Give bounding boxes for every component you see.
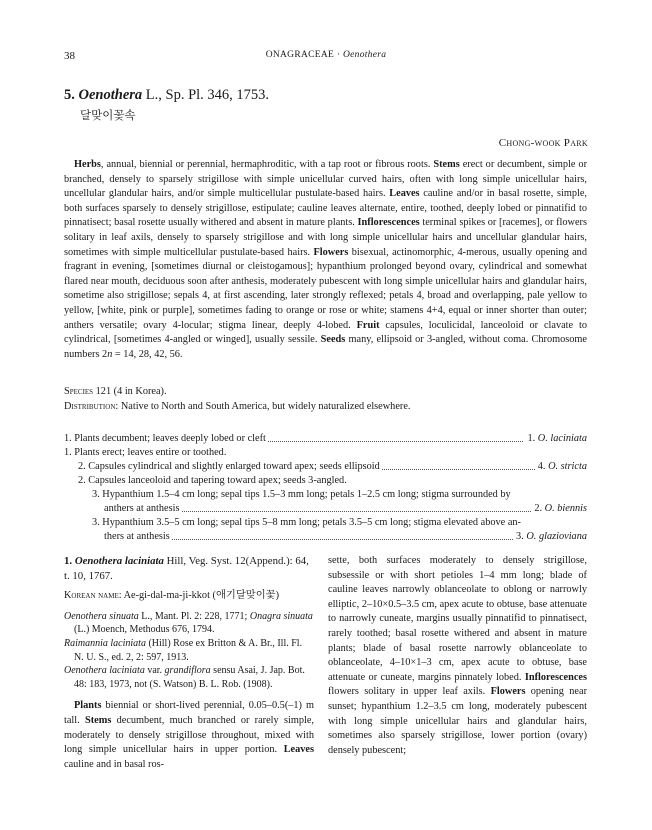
genus-heading: [64, 87, 269, 104]
key-result-name: O. laciniata: [537, 433, 587, 444]
synonym-text: (L.) Moench, Methodus 676, 1794.: [74, 624, 215, 636]
synonym: [64, 637, 314, 664]
distribution-line: [64, 400, 410, 415]
chromosome-n: n: [107, 348, 113, 360]
genus-korean-name: 달맞이꽃속: [80, 108, 136, 122]
synonym: [64, 610, 314, 637]
key-line: [64, 488, 587, 502]
page-number: 38: [64, 50, 75, 62]
synonymy: [64, 610, 314, 692]
leaves-text-start: cauline and in basal ros-: [64, 758, 165, 770]
key-result: [531, 502, 587, 516]
seeds-label: Seeds: [320, 334, 346, 346]
genus-citation: L., Sp. Pl. 346, 1753.: [142, 87, 270, 103]
chromosome-text: = 14, 28, 42, 56.: [112, 348, 183, 360]
species-number: 1.: [64, 555, 73, 567]
synonym-name: Oenothera sinuata: [64, 610, 139, 622]
key-text: 1. Plants erect; leaves entire or toothed.: [64, 447, 227, 458]
synonym-text: var.: [144, 665, 165, 677]
leaves-label: Leaves: [389, 188, 420, 200]
korean-name-label: Korean name:: [64, 590, 122, 602]
flowers-label: Flowers: [490, 686, 526, 698]
stems-text: erect or decumbent, simple or branched, densely to sparsely strigillose with simple unicellular curved hairs, often with long simple unicellular hairs, uncellular glandular hairs, and/or simple multicellular pustulate-based hairs.: [64, 159, 588, 200]
genus-number: 5.: [64, 87, 75, 103]
running-head-genus: Oenothera: [342, 50, 387, 60]
species-entry-left-column: [64, 554, 314, 772]
synonym-name: Raimannia laciniata: [64, 637, 146, 649]
section-author: Chong-wook Park: [498, 137, 588, 149]
species-entry-right-column: [328, 554, 587, 758]
synonym-text: sensu Asai, J. Jap. Bot. 48: 183, 1973, not (S. Watson) B. L. Rob. (1908).: [74, 665, 305, 690]
species-name: Oenothera laciniata: [74, 555, 164, 567]
identification-key: [64, 432, 587, 544]
key-result: [513, 530, 587, 544]
stems-text: decumbent, much branched or rarely simple, moderately to densely strigillose throughout, mixed with long simple unicellular hairs in upper portion.: [64, 714, 314, 756]
running-head: [0, 50, 652, 60]
key-text: 2. Capsules lanceoloid and tapering toward apex; seeds 3-angled.: [78, 475, 347, 486]
distribution-label: Distribution:: [64, 400, 119, 412]
flowers-label: Flowers: [313, 246, 349, 258]
korean-name-line: [64, 589, 314, 604]
species-heading: [64, 554, 314, 583]
genus-description: [64, 158, 587, 362]
species-value: 121 (4 in Korea).: [93, 386, 167, 397]
key-text: 1. Plants decumbent; leaves deeply lobed or cleft: [64, 433, 266, 444]
running-head-family: ONAGRACEAE: [265, 50, 335, 60]
stems-label: Stems: [85, 714, 112, 726]
leaves-text: cauline and/or in basal rosette, simple, both surfaces sparsely to densely strigillose, estipulate; cauline leaves alternate, entire, toothed, deeply lobed or pinnatifid to pinnatisect; basal rosette usually withered and absent in mature plants.: [64, 188, 588, 229]
key-line: [64, 530, 587, 544]
running-head-separator: ·: [334, 50, 343, 60]
key-result: [524, 432, 587, 446]
species-citation: Hill, Veg. Syst. 12(Append.): 64, t. 10, 1767.: [64, 555, 309, 582]
leaves-label: Leaves: [283, 744, 314, 756]
seeds-text: many, ellipsoid or 3-angled, without coma. Chromosome numbers 2: [64, 334, 587, 360]
synonym-name: grandiflora: [164, 665, 211, 677]
species-description-start: [64, 699, 314, 772]
species-count-line: [64, 385, 410, 400]
inflorescences-label: Inflorescences: [524, 671, 587, 683]
herbs-label: Herbs: [74, 159, 101, 170]
synonym-text: (Hill) Rose ex Britton & A. Br., Ill. Fl. N. U. S., ed. 2, 2: 597, 1913.: [74, 637, 303, 663]
key-result-name: O. glazioviana: [526, 531, 587, 542]
key-result-number: 2.: [534, 503, 543, 514]
fruit-text: capsules, loculicidal, lanceoloid or clavate to cylindrical, [sometimes 4-angled or winged], usually sessile.: [64, 319, 587, 346]
key-result-number: 4.: [537, 461, 546, 472]
inflorescences-text: flowers solitary in upper leaf axils.: [328, 686, 491, 698]
species-info: [64, 385, 410, 414]
plants-text: biennial or short-lived perennial, 0.05–0.5(–1) m tall.: [64, 700, 314, 726]
species-label: Species: [64, 386, 94, 397]
key-result-number: 1.: [527, 433, 536, 444]
key-line: [64, 474, 587, 488]
key-result-name: O. biennis: [544, 503, 587, 514]
key-line: [64, 516, 587, 530]
herbs-text: , annual, biennial or perennial, hermaphroditic, with a tap root or fibrous roots.: [100, 159, 434, 170]
key-text: anthers at anthesis: [104, 503, 180, 514]
key-line: [64, 446, 587, 460]
key-result-name: O. stricta: [548, 461, 587, 472]
leaves-text-continued: sette, both surfaces moderately to densely strigillose, subsessile or with short petioles 1–4 mm long; blade of cauline leaves narrowly oblanceolate to oblong or narrowly elliptic, 2–10×0.5–3.5 cm, apex acute to obtuse, base attenuate to narrowly cuneate, margins usually pinnatifid to pinnatisect, rarely toothed; basal rosette withered and absent in mature plants; blade of basal rosette narrowly oblanceolate to oblanceolate, 4–10×1–3 cm, apex acute to obtuse, base attenuate or cuneate, margins pinnately lobed.: [328, 555, 587, 683]
fruit-label: Fruit: [356, 319, 380, 331]
synonym-name: Onagra sinuata: [249, 610, 313, 622]
korean-name-value: Ae-gi-dal-ma-ji-kkot (애기달맞이꽃): [121, 590, 280, 602]
plants-label: Plants: [74, 700, 102, 712]
key-result: [535, 460, 587, 474]
inflorescences-text: terminal spikes or [racemes], or flowers solitary in leaf axils, densely to sparsely strigillose and with long simple unicellular hairs and uncellular glandular hairs, sometimes with simple multicellular pustulate-based hairs.: [64, 217, 587, 258]
key-text: 2. Capsules cylindrical and slightly enlarged toward apex; seeds ellipsoid: [78, 461, 380, 472]
flowers-text: opening near sunset; hypanthium 1.2–3.5 cm long, moderately pubescent with long simple unicellular hairs and glandular hairs, sometimes also sparsely strigillose, lower portion (ovary) densely pubescent;: [328, 686, 587, 756]
synonym-name: Oenothera laciniata: [64, 665, 145, 677]
distribution-value: Native to North and South America, but widely naturalized elsewhere.: [118, 400, 411, 412]
key-text: thers at anthesis: [104, 531, 170, 542]
key-line: [64, 460, 587, 474]
genus-name: Oenothera: [78, 87, 143, 103]
key-line: [64, 432, 587, 446]
species-description-continued: [328, 554, 587, 758]
key-text: 3. Hypanthium 1.5–4 cm long; sepal tips 1.5–3 mm long; petals 1–2.5 cm long; stigma surrounded by: [92, 489, 511, 500]
key-result-number: 3.: [516, 531, 524, 542]
synonym: [64, 664, 314, 691]
key-line: [64, 502, 587, 516]
stems-label: Stems: [433, 159, 460, 170]
key-text: 3. Hypanthium 3.5–5 cm long; sepal tips 5–8 mm long; petals 3.5–5 cm long; stigma elevated above an-: [92, 517, 521, 528]
flowers-text: bisexual, actinomorphic, 4-merous, usually opening and fragrant in evening, [sometimes diurnal or cleistogamous]; hypanthium prolonged beyond ovary, cylindrical and somewhat flared near mouth, deciduous soon after anthesis, moderately pubescent with long simple unicellular hairs and glandular hairs, sometime also strigillose; sepals 4, at first ascending, later strongly reflexed; petals 4, broad and overlapping, pale yellow to yellow, [white, pink or purple], sometimes fading to orange or rose or white; stamens 4+4, equal or inner shorter than outer; anthers versatile; ovary 4-locular; stigma linear, deeply 4-lobed.: [64, 246, 587, 331]
synonym-text: L., Mant. Pl. 2: 228, 1771;: [138, 610, 250, 622]
inflorescences-label: Inflorescences: [357, 217, 420, 229]
